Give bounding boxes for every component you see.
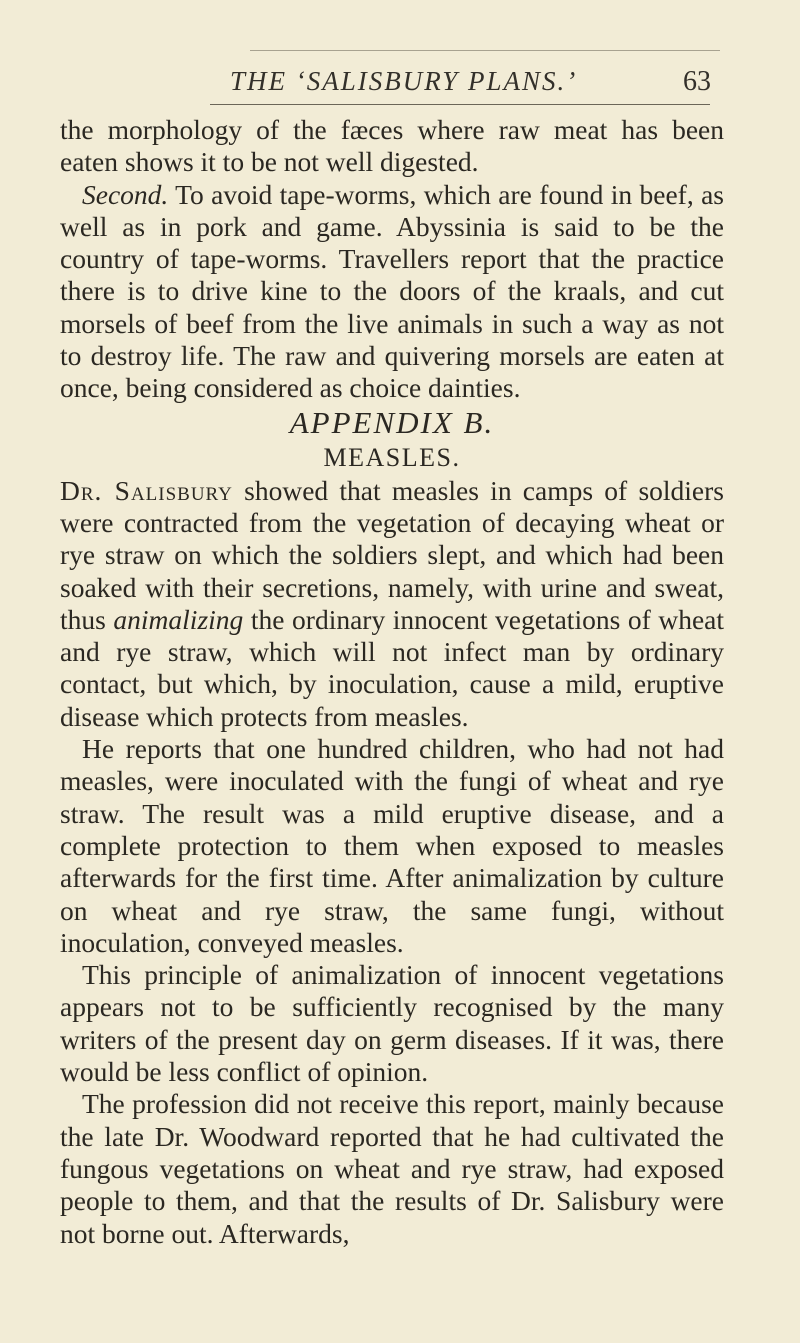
paragraph-principle: This principle of animalization of innocent vegetations appears not to be sufficiently recognised by the many writers of the present day on germ diseases. If it was, there would be less conflict of opinion. [60,959,724,1088]
paragraph-inoculation: He reports that one hundred children, who had not had measles, were inoculated with the fungi of wheat and rye straw. The result was a mild eruptive disease, and a complete protection to them when exposed to measles afterwards for the first time. After animalization by culture on wheat and rye straw, the same fungi, without inoculation, conveyed measles. [60,733,724,958]
header-top-rule [250,50,720,51]
section-title: MEASLES. [323,442,461,472]
continuation-paragraph: the morphology of the fæces where raw meat has been eaten shows it to be not well digested. [60,114,724,178]
paragraph-profession: The profession did not receive this report, mainly because the late Dr. Woodward reported that he had cultivated the fungous vegetations on wheat and rye straw, had exposed people to them, and that the results of Dr. Salisbury were not borne out. Afterwards, [60,1088,724,1249]
second-point-text: To avoid tape-worms, which are found in beef, as well as in pork and game. Abyssinia is said to be the country of tape-worms. Travellers report that the practice there is to drive kine to the doors of the kraals, and cut morsels of beef from the live animals in such a way as not to destroy life. The raw and quivering morsels are eaten at once, being considered as choice dainties. [60,178,724,404]
second-point-paragraph [60,179,724,405]
emphasis-animalizing: animalizing [113,603,244,635]
paragraph-salisbury-text-b: the ordinary innocent vegetations of wheat and rye straw, which will not infect man by ordinary contact, but which, by inoculation, cause a mild, eruptive disease which protects from measles. [60,603,724,732]
second-point-lead: Second. [82,178,169,210]
body-text [60,114,724,1250]
paragraph-salisbury-text-a: showed that measles in camps of soldiers were contracted from the vegetation of decaying wheat or rye straw on which the soldiers slept, and which had been soaked with their secretions, namely, with urine and sweat, thus [60,474,724,635]
appendix-title: APPENDIX B. [289,404,495,440]
header-bottom-rule [210,104,710,105]
running-title: THE ‘SALISBURY PLANS.’ [230,66,578,96]
paragraph-salisbury [60,475,724,733]
page-number: 63 [683,66,711,97]
author-name: Dr. Salisbury [60,474,233,506]
